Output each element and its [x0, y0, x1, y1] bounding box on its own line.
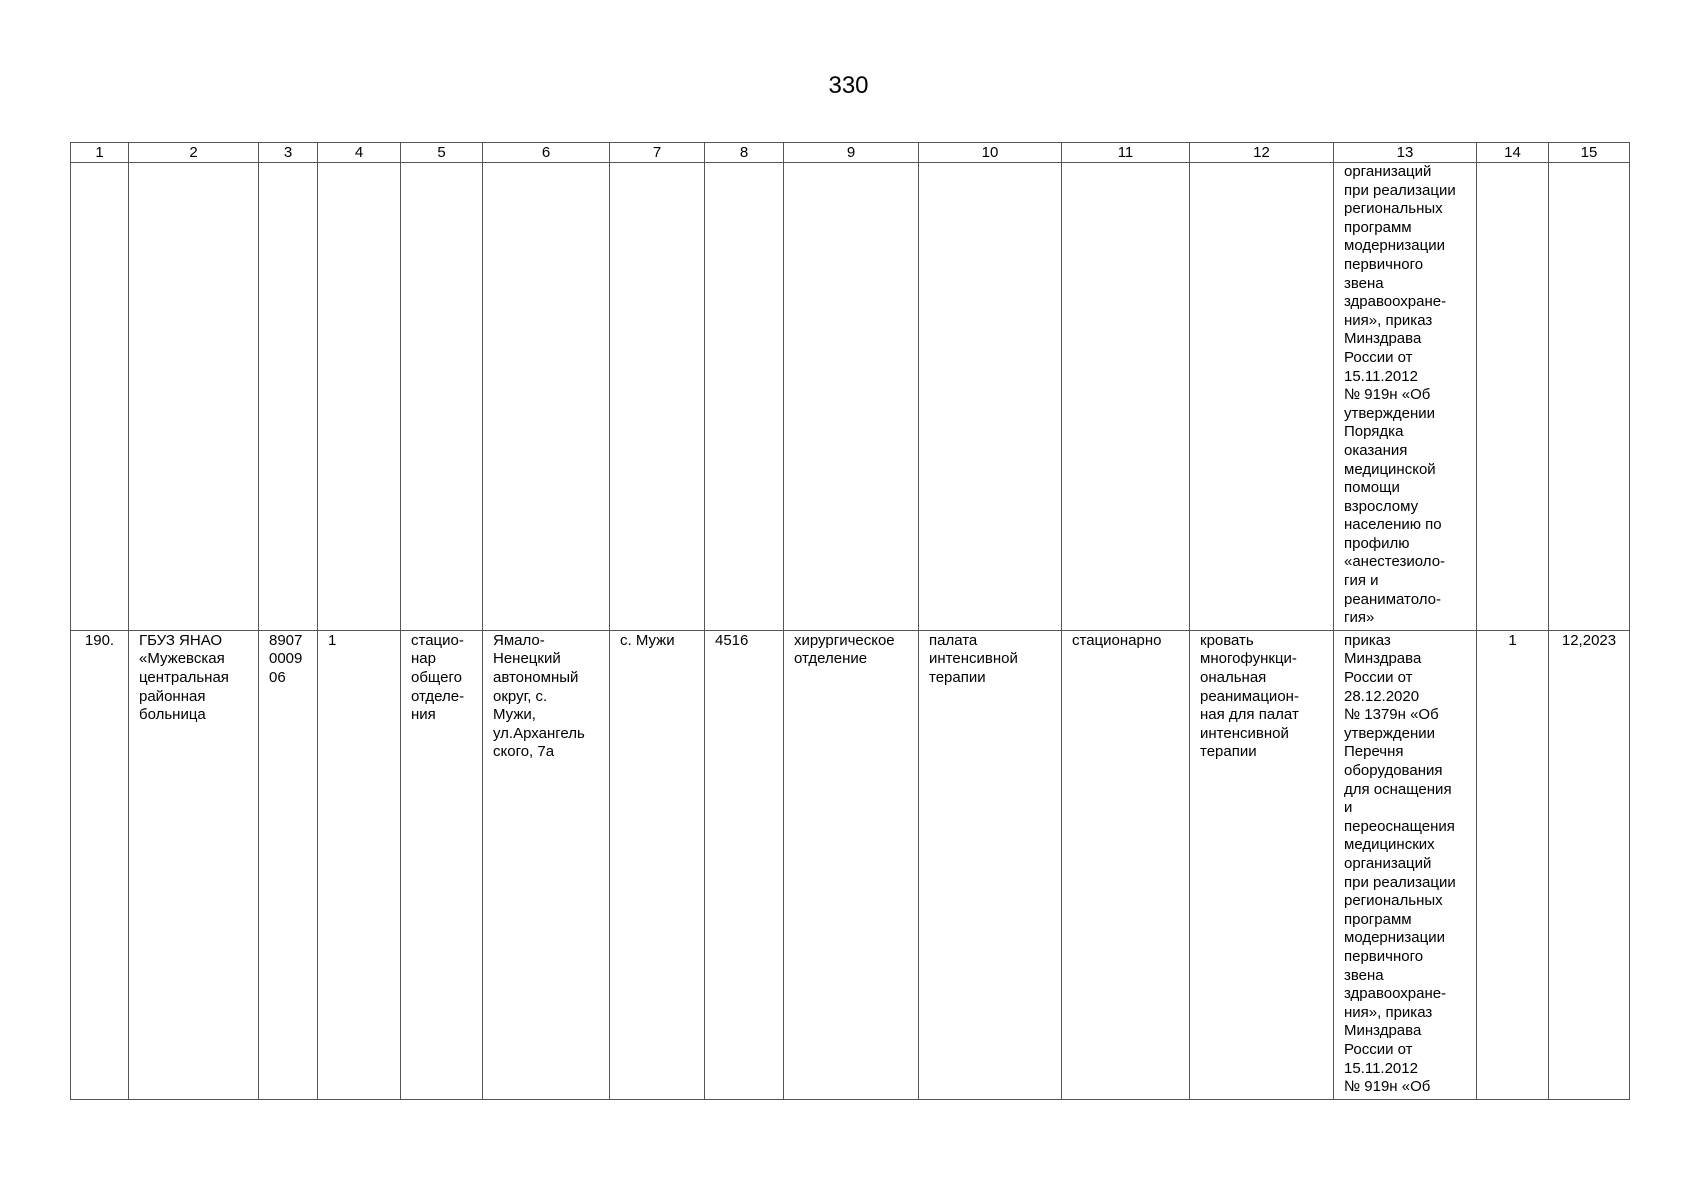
- cell-date: 12,2023: [1549, 630, 1630, 1099]
- column-header: 14: [1477, 143, 1549, 163]
- cell-department: [784, 163, 919, 631]
- cell-unit: [401, 163, 483, 631]
- cell-basis: организаций при реализации региональных программ модернизации первичного звена здравоохране- ния», приказ Минздрава России от 15.11.2012 № 919н «Об утверждении Порядка оказания медицинской помощи взрослому населению по профилю «анестезиоло- гия и реаниматоло- гия»: [1334, 163, 1477, 631]
- cell-4: [318, 163, 401, 631]
- cell-unit: стацио- нар общего отделе- ния: [401, 630, 483, 1099]
- column-header: 8: [705, 143, 784, 163]
- cell-locality: [610, 163, 705, 631]
- column-header: 10: [919, 143, 1062, 163]
- cell-code: [259, 163, 318, 631]
- cell-8: 4516: [705, 630, 784, 1099]
- cell-locality: с. Мужи: [610, 630, 705, 1099]
- column-header: 9: [784, 143, 919, 163]
- column-header: 5: [401, 143, 483, 163]
- column-header: 1: [71, 143, 129, 163]
- data-table: [70, 142, 1630, 1100]
- cell-address: Ямало- Ненецкий автономный округ, с. Мужи, ул.Архангель ского, 7а: [483, 630, 610, 1099]
- column-header: 3: [259, 143, 318, 163]
- table-row: [71, 163, 1630, 631]
- cell-quantity: [1477, 163, 1549, 631]
- cell-4: 1: [318, 630, 401, 1099]
- column-header: 6: [483, 143, 610, 163]
- column-header: 2: [129, 143, 259, 163]
- cell-code: 8907 0009 06: [259, 630, 318, 1099]
- table-header-row: [71, 143, 1630, 163]
- cell-care-type: [1062, 163, 1190, 631]
- column-header: 15: [1549, 143, 1630, 163]
- cell-department: хирургическое отделение: [784, 630, 919, 1099]
- column-header: 7: [610, 143, 705, 163]
- table-row: [71, 630, 1630, 1099]
- cell-room: [919, 163, 1062, 631]
- cell-basis: приказ Минздрава России от 28.12.2020 № 1379н «Об утверждении Перечня оборудования для оснащения и переоснащения медицинских организаций при реализации региональных программ модернизации первичного звена здравоохране- ния», приказ Минздрава России от 15.11.2012 № 919н «Об: [1334, 630, 1477, 1099]
- cell-8: [705, 163, 784, 631]
- cell-organization: [129, 163, 259, 631]
- column-header: 11: [1062, 143, 1190, 163]
- page-number: 330: [828, 72, 869, 99]
- cell-equipment: [1190, 163, 1334, 631]
- cell-address: [483, 163, 610, 631]
- column-header: 13: [1334, 143, 1477, 163]
- column-header: 12: [1190, 143, 1334, 163]
- cell-care-type: стационарно: [1062, 630, 1190, 1099]
- cell-equipment: кровать многофункци- ональная реанимацион- ная для палат интенсивной терапии: [1190, 630, 1334, 1099]
- cell-date: [1549, 163, 1630, 631]
- cell-number: [71, 163, 129, 631]
- cell-organization: ГБУЗ ЯНАО «Мужевская центральная районная больница: [129, 630, 259, 1099]
- cell-quantity: 1: [1477, 630, 1549, 1099]
- cell-room: палата интенсивной терапии: [919, 630, 1062, 1099]
- cell-number: 190.: [71, 630, 129, 1099]
- column-header: 4: [318, 143, 401, 163]
